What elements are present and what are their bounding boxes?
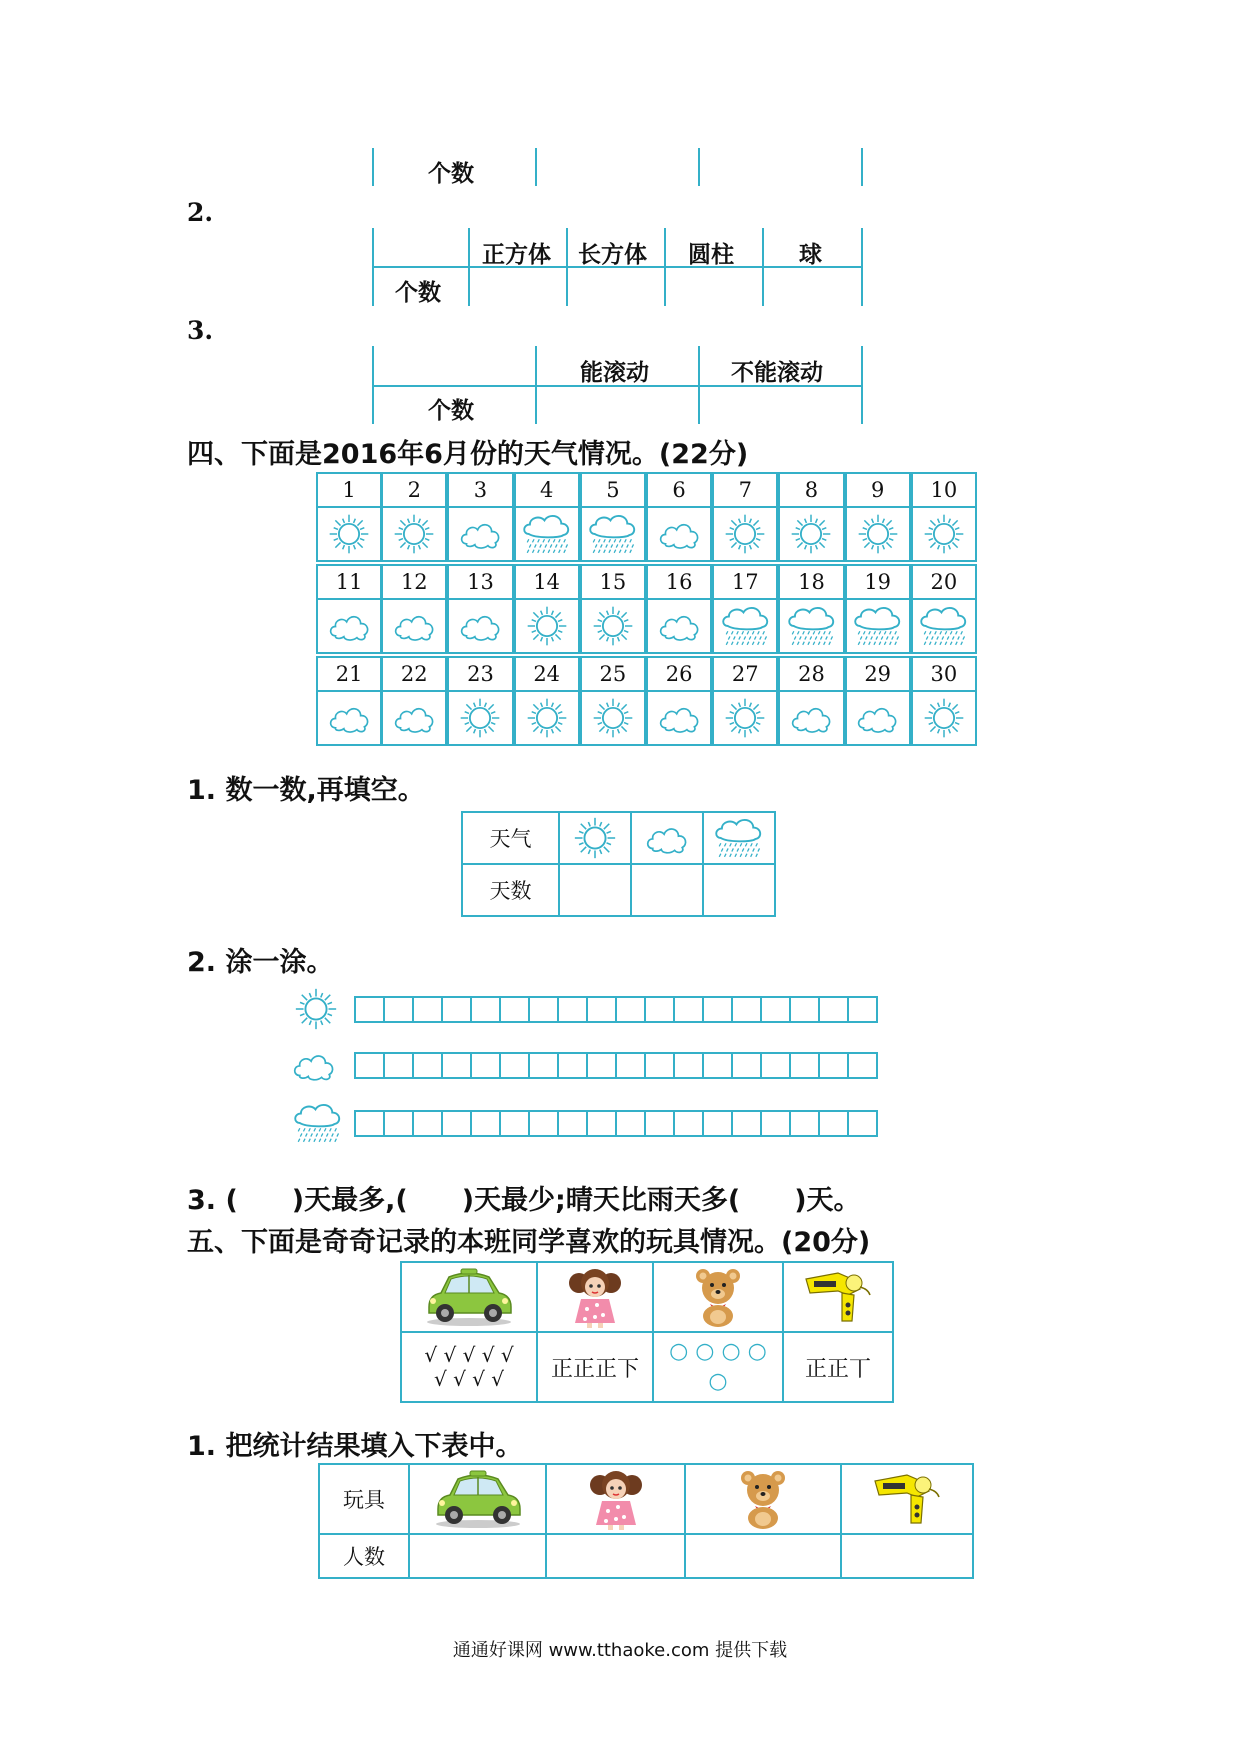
color-box[interactable] xyxy=(470,1110,501,1137)
color-box[interactable] xyxy=(383,1052,414,1079)
bear-circles: ○ ○ ○ ○ ○ xyxy=(669,1339,767,1394)
color-box[interactable] xyxy=(847,996,878,1023)
cloudy-icon xyxy=(290,1045,338,1085)
calendar-day-number: 25 xyxy=(599,662,627,686)
calendar-day-cell xyxy=(778,656,844,692)
section4-q3: 3. ( )天最多,( )天最少;晴天比雨天多( )天。 xyxy=(187,1185,861,1216)
calendar-day-number: 30 xyxy=(930,662,958,686)
color-box[interactable] xyxy=(586,1110,617,1137)
table3-row-label: 个数 xyxy=(428,398,474,424)
color-box[interactable] xyxy=(644,1052,675,1079)
cloudy-color-bar[interactable] xyxy=(356,1052,878,1079)
calendar-day-number: 29 xyxy=(864,662,892,686)
sunny-icon xyxy=(911,506,977,562)
doll-count-answer-cell[interactable] xyxy=(546,1534,685,1578)
calendar-day-cell xyxy=(845,564,911,600)
doll-toy-image xyxy=(546,1464,685,1534)
calendar-day-number: 2 xyxy=(407,478,421,502)
weather-count-table xyxy=(461,811,776,917)
color-box[interactable] xyxy=(586,1052,617,1079)
section5-q1: 1. 把统计结果填入下表中。 xyxy=(187,1431,523,1462)
cloudy-icon xyxy=(845,690,911,746)
color-box[interactable] xyxy=(760,996,791,1023)
color-box[interactable] xyxy=(528,1052,559,1079)
color-box[interactable] xyxy=(383,996,414,1023)
sunny-icon xyxy=(316,506,382,562)
color-box[interactable] xyxy=(412,1052,443,1079)
toy-tally-table xyxy=(400,1261,894,1403)
footer: 通通好课网 www.tthaoke.com 提供下载 xyxy=(452,1640,788,1661)
calendar-day-number: 1 xyxy=(342,478,356,502)
color-box[interactable] xyxy=(760,1052,791,1079)
color-box[interactable] xyxy=(615,996,646,1023)
weather-calendar xyxy=(316,472,978,750)
color-box[interactable] xyxy=(644,1110,675,1137)
calendar-day-cell xyxy=(712,656,778,692)
water-gun-toy-image xyxy=(783,1262,893,1332)
color-box[interactable] xyxy=(673,996,704,1023)
calendar-day-cell xyxy=(514,564,580,600)
calendar-day-number: 12 xyxy=(400,570,428,594)
calendar-day-cell xyxy=(646,472,712,508)
color-box[interactable] xyxy=(528,996,559,1023)
table2-header: 长方体 xyxy=(578,242,647,268)
calendar-day-cell xyxy=(580,564,646,600)
rainy-icon xyxy=(580,506,646,562)
doll-toy-image xyxy=(537,1262,653,1332)
calendar-day-cell xyxy=(447,472,513,508)
gun-tally: 正正丅 xyxy=(804,1356,871,1382)
sunny-icon xyxy=(559,812,631,864)
color-box[interactable] xyxy=(760,1110,791,1137)
rainy-icon xyxy=(778,598,844,654)
color-box[interactable] xyxy=(499,996,530,1023)
calendar-day-number: 9 xyxy=(871,478,885,502)
color-box[interactable] xyxy=(470,996,501,1023)
calendar-day-cell xyxy=(316,564,382,600)
bear-count-answer-cell[interactable] xyxy=(685,1534,841,1578)
table3-header: 能滚动 xyxy=(580,360,649,386)
water-gun-toy-image xyxy=(841,1464,973,1534)
calendar-day-number: 6 xyxy=(672,478,686,502)
calendar-day-cell xyxy=(381,472,447,508)
color-box[interactable] xyxy=(586,996,617,1023)
table1-border xyxy=(535,148,537,186)
calendar-day-cell xyxy=(646,564,712,600)
color-box[interactable] xyxy=(557,1052,588,1079)
calendar-day-cell xyxy=(514,472,580,508)
rainy-icon xyxy=(712,598,778,654)
cloudy-icon xyxy=(778,690,844,746)
bear-toy-image xyxy=(653,1262,783,1332)
cloudy-icon xyxy=(646,506,712,562)
color-box[interactable] xyxy=(354,1052,385,1079)
section4-q2: 2. 涂一涂。 xyxy=(187,947,334,978)
sunny-icon xyxy=(292,985,340,1033)
sunny-days-answer-cell[interactable] xyxy=(559,864,631,916)
color-box[interactable] xyxy=(499,1052,530,1079)
table1-border xyxy=(698,148,700,186)
cloudy-icon xyxy=(381,690,447,746)
table1-row-label: 个数 xyxy=(428,161,474,187)
calendar-day-cell xyxy=(381,656,447,692)
calendar-day-cell xyxy=(316,656,382,692)
color-box[interactable] xyxy=(441,1110,472,1137)
toy-result-table xyxy=(318,1463,974,1579)
calendar-day-number: 4 xyxy=(540,478,554,502)
cloudy-icon xyxy=(646,598,712,654)
section4-q1: 1. 数一数,再填空。 xyxy=(187,775,425,806)
color-box[interactable] xyxy=(441,996,472,1023)
table2-header: 球 xyxy=(799,242,822,268)
calendar-day-cell xyxy=(580,656,646,692)
color-box[interactable] xyxy=(412,996,443,1023)
table3-header: 不能滚动 xyxy=(731,360,823,386)
color-box[interactable] xyxy=(557,1110,588,1137)
cloudy-icon xyxy=(381,598,447,654)
car-check-marks: √ √ √ √ √ xyxy=(424,1343,514,1367)
calendar-day-cell xyxy=(911,472,977,508)
color-box[interactable] xyxy=(441,1052,472,1079)
calendar-day-cell xyxy=(712,564,778,600)
rainy-icon xyxy=(290,1100,345,1146)
sunny-color-bar[interactable] xyxy=(356,996,878,1023)
table2-header: 正方体 xyxy=(482,242,551,268)
cloudy-icon xyxy=(631,812,703,864)
calendar-day-cell xyxy=(845,656,911,692)
calendar-day-number: 8 xyxy=(804,478,819,502)
calendar-day-cell xyxy=(778,472,844,508)
calendar-day-cell xyxy=(712,472,778,508)
calendar-day-number: 11 xyxy=(335,570,363,594)
table1-border xyxy=(372,148,374,186)
color-box[interactable] xyxy=(702,1052,733,1079)
color-box[interactable] xyxy=(818,1052,849,1079)
color-box[interactable] xyxy=(731,1110,762,1137)
calendar-day-cell xyxy=(911,564,977,600)
table1-border xyxy=(861,148,863,186)
color-box[interactable] xyxy=(847,1052,878,1079)
sunny-icon xyxy=(712,506,778,562)
cloudy-icon xyxy=(646,690,712,746)
cloudy-icon xyxy=(316,598,382,654)
rainy-icon xyxy=(514,506,580,562)
color-box[interactable] xyxy=(702,1110,733,1137)
calendar-day-cell xyxy=(447,656,513,692)
calendar-day-number: 3 xyxy=(473,478,488,502)
color-box[interactable] xyxy=(789,1110,820,1137)
color-box[interactable] xyxy=(731,1052,762,1079)
color-box[interactable] xyxy=(818,1110,849,1137)
cloudy-icon xyxy=(316,690,382,746)
calendar-day-number: 22 xyxy=(400,662,428,686)
car-toy-image xyxy=(409,1464,546,1534)
sunny-icon xyxy=(514,690,580,746)
sunny-icon xyxy=(580,690,646,746)
calendar-day-cell xyxy=(845,472,911,508)
cloudy-days-answer-cell[interactable] xyxy=(631,864,703,916)
calendar-day-number: 26 xyxy=(665,662,693,686)
color-box[interactable] xyxy=(702,996,733,1023)
weather-row-label: 天气 xyxy=(489,827,532,851)
table2-row-label: 个数 xyxy=(395,280,441,306)
sunny-icon xyxy=(381,506,447,562)
calendar-day-cell xyxy=(911,656,977,692)
color-box[interactable] xyxy=(673,1052,704,1079)
rainy-icon xyxy=(845,598,911,654)
car-count-answer-cell[interactable] xyxy=(409,1534,546,1578)
calendar-day-cell xyxy=(316,472,382,508)
question-number: 3. xyxy=(187,316,214,345)
bear-toy-image xyxy=(685,1464,841,1534)
sunny-icon xyxy=(845,506,911,562)
color-box[interactable] xyxy=(557,996,588,1023)
people-row-label: 人数 xyxy=(343,1545,385,1569)
section4-title: 四、下面是2016年6月份的天气情况。(22分) xyxy=(187,439,749,470)
calendar-day-number: 20 xyxy=(930,570,958,594)
car-toy-image xyxy=(401,1262,537,1332)
calendar-day-number: 17 xyxy=(731,570,759,594)
color-box[interactable] xyxy=(499,1110,530,1137)
calendar-day-number: 21 xyxy=(335,662,363,686)
doll-tally: 正正正下 xyxy=(550,1356,639,1382)
color-box[interactable] xyxy=(615,1052,646,1079)
sunny-icon xyxy=(911,690,977,746)
calendar-day-number: 10 xyxy=(930,478,958,502)
days-row-label: 天数 xyxy=(489,879,532,903)
calendar-day-number: 18 xyxy=(798,570,825,594)
section5-title: 五、下面是奇奇记录的本班同学喜欢的玩具情况。(20分) xyxy=(187,1227,871,1258)
color-box[interactable] xyxy=(615,1110,646,1137)
color-box[interactable] xyxy=(818,996,849,1023)
color-box[interactable] xyxy=(847,1110,878,1137)
cloudy-icon xyxy=(447,598,513,654)
table2-header: 圆柱 xyxy=(688,242,734,268)
calendar-day-cell xyxy=(580,472,646,508)
color-box[interactable] xyxy=(673,1110,704,1137)
color-box[interactable] xyxy=(354,996,385,1023)
color-box[interactable] xyxy=(644,996,675,1023)
rainy-days-answer-cell[interactable] xyxy=(703,864,775,916)
sunny-icon xyxy=(580,598,646,654)
calendar-day-cell xyxy=(778,564,844,600)
calendar-day-number: 5 xyxy=(606,478,620,502)
car-check-marks: √ √ √ √ xyxy=(433,1367,505,1391)
sunny-icon xyxy=(514,598,580,654)
calendar-day-cell xyxy=(646,656,712,692)
gun-count-answer-cell[interactable] xyxy=(841,1534,973,1578)
calendar-day-number: 27 xyxy=(731,662,759,686)
sunny-icon xyxy=(778,506,844,562)
sunny-icon xyxy=(712,690,778,746)
calendar-day-number: 14 xyxy=(533,570,561,594)
sunny-icon xyxy=(447,690,513,746)
cloudy-icon xyxy=(447,506,513,562)
color-box[interactable] xyxy=(528,1110,559,1137)
calendar-day-number: 15 xyxy=(599,570,627,594)
calendar-day-number: 23 xyxy=(467,662,494,686)
toy-row-label: 玩具 xyxy=(343,1488,385,1512)
color-box[interactable] xyxy=(470,1052,501,1079)
calendar-day-cell xyxy=(514,656,580,692)
calendar-day-number: 28 xyxy=(798,662,825,686)
rainy-color-bar[interactable] xyxy=(356,1110,878,1137)
color-box[interactable] xyxy=(789,1052,820,1079)
calendar-day-number: 24 xyxy=(533,662,561,686)
color-box[interactable] xyxy=(789,996,820,1023)
question-number: 2. xyxy=(187,198,214,227)
rainy-icon xyxy=(703,812,775,864)
calendar-day-number: 19 xyxy=(864,570,892,594)
calendar-day-cell xyxy=(447,564,513,600)
color-box[interactable] xyxy=(412,1110,443,1137)
calendar-day-cell xyxy=(381,564,447,600)
color-box[interactable] xyxy=(731,996,762,1023)
rainy-icon xyxy=(911,598,977,654)
color-box[interactable] xyxy=(354,1110,385,1137)
calendar-day-number: 16 xyxy=(665,570,693,594)
calendar-day-number: 13 xyxy=(467,570,494,594)
color-box[interactable] xyxy=(383,1110,414,1137)
calendar-day-number: 7 xyxy=(738,478,752,502)
